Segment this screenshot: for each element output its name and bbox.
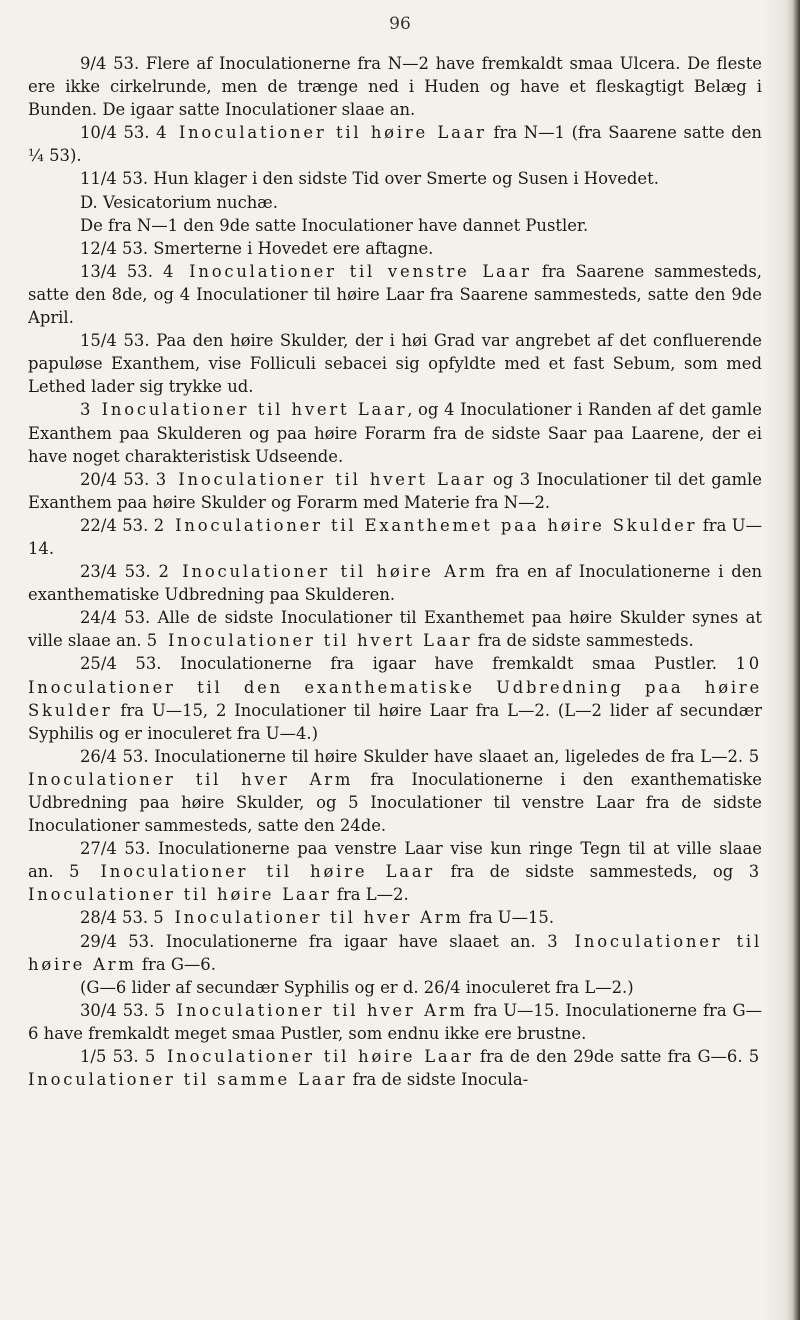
paragraph	[28, 837, 762, 906]
paragraph-text: Flere af Inoculationerne fra N—2 have fremkaldt smaa Ulcera. De fleste ere ikke cirkelrunde, men de trænge ned i Huden og have et fleskagtigt Belæg i Bunden. De igaar satte Inoculationer slaae an.	[28, 54, 762, 120]
paragraph	[28, 652, 762, 744]
spaced-emphasis: 3 Inoculationer til høire Arm	[28, 931, 762, 974]
paragraph	[28, 560, 762, 606]
paragraph-text: fra G—6.	[136, 954, 216, 974]
entry-date: 13/4 53.	[80, 261, 164, 281]
paragraph	[28, 214, 762, 237]
paragraph-text: fra U—14.	[28, 515, 762, 558]
paragraph	[28, 468, 762, 514]
spaced-emphasis: 3 Inoculationer til høire Laar	[28, 862, 762, 905]
entry-date: 29/4 53.	[80, 931, 166, 951]
entry-date: 22/4 53.	[80, 515, 154, 535]
paragraph-text: fra L—2.	[331, 885, 409, 905]
paragraph-text: , og 4 Inoculationer i Randen af det gamle Exanthem paa Skulderen og paa høire Forarm fra de sidste Saar paa Laarene, der ei have noget charakteristisk Udseende.	[28, 400, 762, 466]
spaced-emphasis: 5 Inoculationer til høire Laar	[69, 862, 436, 882]
paragraph-text: Inoculationerne fra igaar have fremkaldt smaa Pustler.	[180, 654, 736, 674]
paragraph-text: Hun klager i den sidste Tid over Smerte og Susen i Hovedet.	[153, 169, 659, 189]
spaced-emphasis: 5 Inoculationer til hver Arm	[28, 746, 762, 789]
entry-date: 11/4 53.	[80, 169, 154, 189]
paragraph-text: fra U—15, 2 Inoculationer til høire Laar fra L—2. (L—2 lider af secundær Syphilis og er inoculeret fra U—4.)	[28, 700, 762, 743]
entry-date: 30/4 53.	[80, 1000, 155, 1020]
paragraph	[28, 52, 762, 121]
paragraph-text: Inoculationerne fra igaar have slaaet an.	[165, 931, 548, 951]
spaced-emphasis: 10 Inoculationer til den exanthematiske Udbredning paa høire Skulder	[28, 654, 762, 720]
paragraph-text: Inoculationerne til høire Skulder have slaaet an, ligeledes de fra L—2.	[154, 746, 749, 766]
paragraph	[28, 191, 762, 214]
paragraph	[28, 398, 762, 467]
paragraph-text: fra U—15. Inoculationerne fra G—6 have fremkaldt meget smaa Pustler, som endnu ikke ere brustne.	[28, 1000, 763, 1043]
spaced-emphasis: 4 Inoculationer til venstre Laar	[163, 261, 532, 281]
body-text	[28, 52, 762, 1091]
entry-date: 28/4 53.	[80, 908, 154, 928]
paragraph-text: De fra N—1 den 9de satte Inoculationer have dannet Pustler.	[80, 215, 589, 235]
entry-date: 27/4 53.	[80, 839, 158, 859]
spaced-emphasis: 3 Inoculationer til hvert Laar	[155, 469, 487, 489]
paragraph	[28, 1045, 762, 1091]
paragraph-text: fra de den 29de satte fra G—6.	[473, 1047, 749, 1067]
entry-date: 9/4 53.	[80, 54, 146, 73]
spaced-emphasis: 5 Inoculationer til hver Arm	[153, 908, 464, 928]
spaced-emphasis: 2 Inoculationer til Exanthemet paa høire Skulder	[153, 515, 698, 535]
entry-date: 26/4 53.	[80, 746, 155, 766]
page-number: 96	[389, 14, 411, 34]
paragraph-text: Smerterne i Hovedet ere aftagne.	[153, 238, 434, 258]
spaced-emphasis: 5 Inoculationer til hver Arm	[154, 1000, 468, 1020]
paragraph	[28, 237, 762, 260]
entry-date: 10/4 53.	[80, 123, 157, 143]
paragraph	[28, 121, 762, 167]
entry-date: 23/4 53.	[80, 562, 159, 582]
paragraph-text: og 3 Inoculationer til det gamle Exanthem paa høire Skulder og Forarm med Materie fra N—2.	[28, 469, 762, 512]
paragraph-text: Paa den høire Skulder, der i høi Grad var angrebet af det confluerende papuløse Exanthem, vise Folliculi sebacei sig opfyldte med et fast Sebum, som med Lethed lader sig trykke ud.	[28, 331, 763, 397]
spaced-emphasis: 2 Inoculationer til høire Arm	[158, 562, 488, 582]
paragraph-text: fra en af Inoculationerne i den exanthematiske Udbredning paa Skulderen.	[28, 562, 762, 605]
paragraph	[28, 745, 762, 837]
spaced-emphasis: 5 Inoculationer til høire Laar	[144, 1047, 474, 1067]
paragraph	[28, 606, 762, 652]
paragraph	[28, 167, 762, 190]
paragraph	[28, 906, 762, 929]
paragraph	[28, 514, 762, 560]
entry-date: 20/4 53.	[80, 469, 156, 489]
paragraph-text: Inoculationerne paa venstre Laar vise kun ringe Tegn til at ville slaae an.	[28, 839, 762, 882]
paragraph-text: fra N—1 (fra Saarene satte den ¼ 53).	[28, 123, 762, 166]
paragraph-text: fra Saarene sammesteds, satte den 8de, og 4 Inoculationer til høire Laar fra Saarene sammesteds, satte den 9de April.	[28, 261, 762, 328]
book-spine-edge	[786, 0, 800, 1320]
page-edge-shadow	[764, 0, 786, 1320]
paragraph-text: D. Vesicatorium nuchæ.	[80, 192, 278, 212]
paragraph	[28, 930, 762, 976]
paragraph-text: fra Inoculationerne i den exanthematiske Udbredning paa høire Skulder, og 5 Inoculationer til venstre Laar fra de sidste Inoculationer sammesteds, satte den 24de.	[28, 769, 762, 836]
entry-date: 24/4 53.	[80, 608, 158, 628]
paragraph-text: fra de sidste sammesteds.	[472, 631, 694, 651]
entry-date: 25/4 53.	[80, 654, 181, 674]
paragraph-text: Alle de sidste Inoculationer til Exanthemet paa høire Skulder synes at ville slaae an.	[28, 608, 763, 651]
paragraph	[28, 999, 762, 1045]
paragraph	[28, 976, 762, 999]
paragraph	[28, 260, 762, 329]
paragraph	[28, 329, 762, 398]
paragraph-text: fra de sidste Inocula-	[347, 1070, 529, 1090]
paragraph-text: (G—6 lider af secundær Syphilis og er d. 26/4 inoculeret fra L—2.)	[80, 977, 634, 997]
entry-date: 15/4 53.	[80, 331, 157, 351]
entry-date: 12/4 53.	[80, 238, 154, 258]
spaced-emphasis: 5 Inoculationer til samme Laar	[28, 1047, 762, 1090]
spaced-emphasis: 4 Inoculationer til høire Laar	[156, 123, 487, 143]
spaced-emphasis: 5 Inoculationer til hvert Laar	[146, 631, 473, 651]
paragraph-text: fra U—15.	[463, 908, 555, 928]
entry-date: 1/5 53.	[80, 1047, 145, 1067]
spaced-emphasis: 3 Inoculationer til hvert Laar	[80, 400, 408, 420]
paragraph-text: fra de sidste sammesteds, og	[435, 862, 749, 882]
